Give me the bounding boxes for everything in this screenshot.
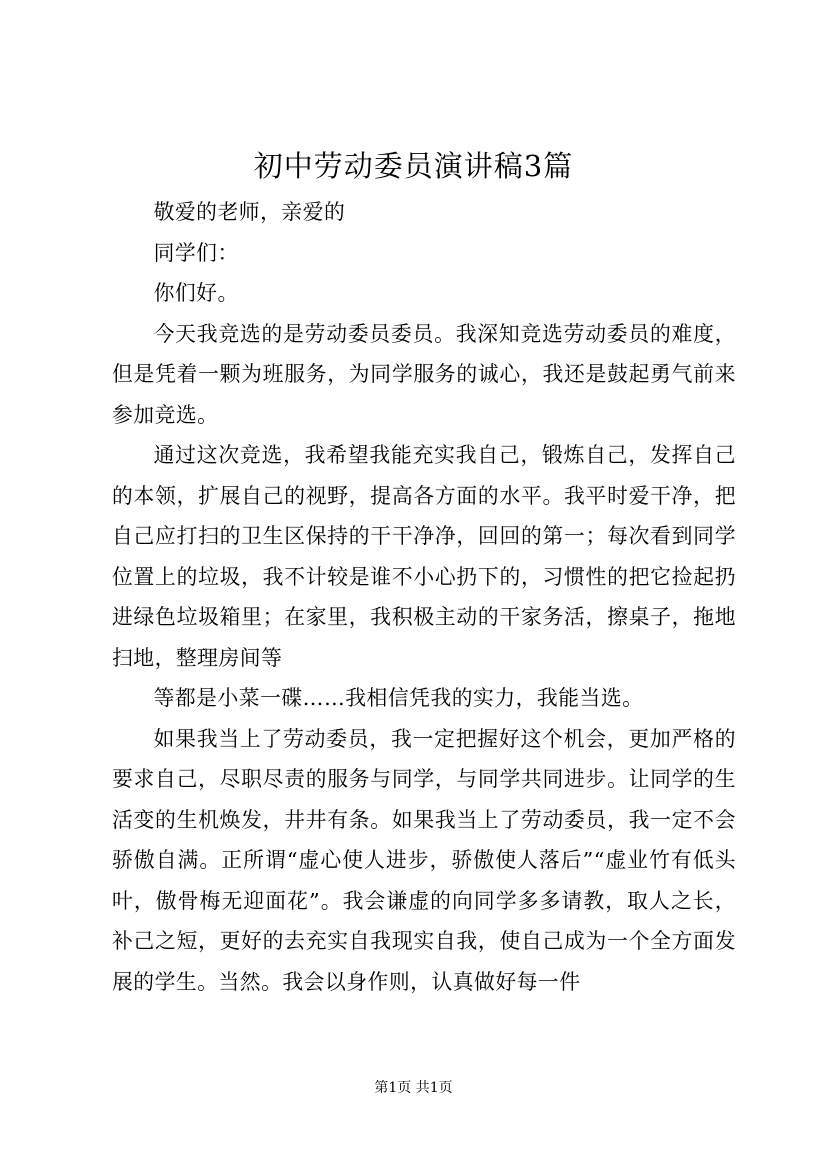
paragraph-greeting: 你们好。 xyxy=(153,281,239,305)
paragraph-salutation-cont: 同学们： xyxy=(153,240,239,265)
paragraph-promise: 如果我当上了劳动委员，我一定把握好这个机会，更加严格的要求自己，尽职尽责的服务与同学，与同学共同进步。让同学的生活变的生机焕发，井井有条。如果我当上了劳动委员，我一定不会骄傲自满。正所谓“虚心使人进步，骄傲使人落后”“虚业竹有低头叶，傲骨梅无迎面花”。我会谦虚的向同学多多请教，取人之长，补己之短，更好的去充实自我现实自我，使自己成为一个全方面发展的学生。当然。我会以身作则，认真做好每一件 xyxy=(112,726,736,994)
paragraph-salutation: 敬爱的老师，亲爱的 xyxy=(153,200,346,224)
document-title: 初中劳动委员演讲稿3篇 xyxy=(253,149,574,183)
page-footer: 第1页 共1页 xyxy=(374,1080,453,1096)
paragraph-experience: 通过这次竞选，我希望我能充实我自己，锻炼自己，发挥自己的本领，扩展自己的视野，提高各方面的水平。我平时爱干净，把自己应打扫的卫生区保持的干干净净，回回的第一；每次看到同学位置上的垃圾，我不计较是谁不小心扔下的，习惯性的把它捡起扔进绿色垃圾箱里；在家里，我积极主动的干家务活，擦桌子，拖地扫地，整理房间等 xyxy=(112,443,736,670)
paragraph-intro: 今天我竞选的是劳动委员委员。我深知竞选劳动委员的难度，但是凭着一颗为班服务，为同学服务的诚心，我还是鼓起勇气前来参加竞选。 xyxy=(112,321,736,427)
document-body xyxy=(112,192,736,1002)
paragraph-confidence: 等都是小菜一碟……我相信凭我的实力，我能当选。 xyxy=(153,686,644,710)
